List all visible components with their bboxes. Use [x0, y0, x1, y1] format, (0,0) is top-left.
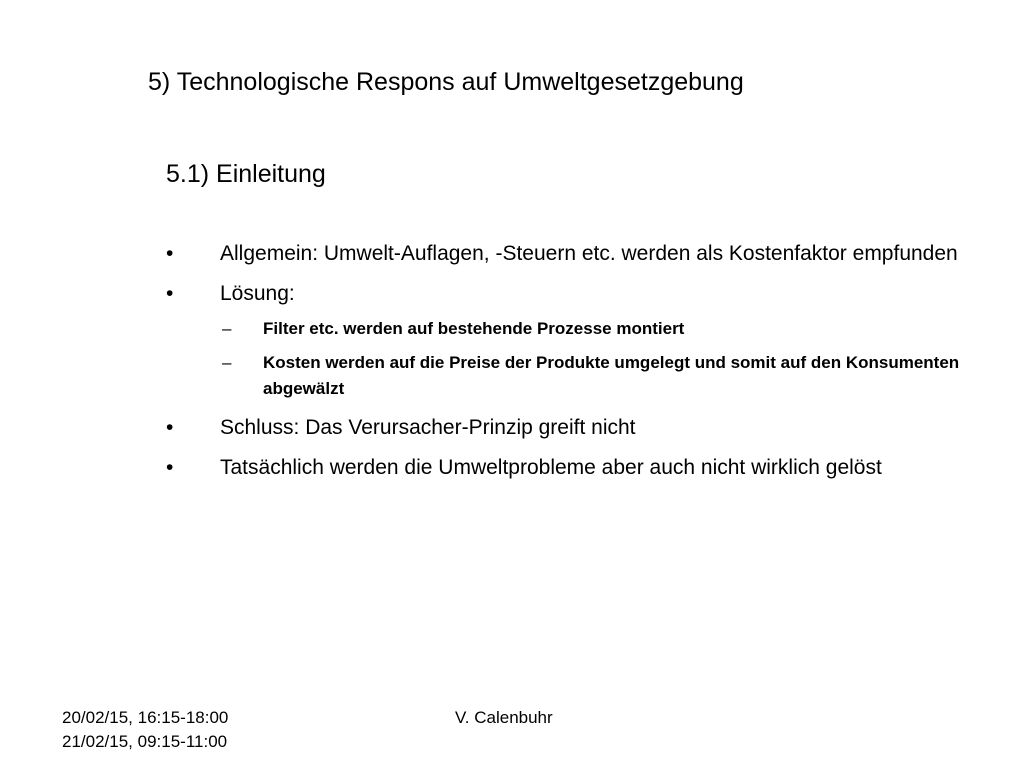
bullet-marker: •	[166, 416, 174, 439]
bullet-marker: •	[166, 242, 174, 265]
bullet-text: Schluss: Das Verursacher-Prinzip greift nicht	[220, 416, 636, 439]
sub-bullet-marker: –	[222, 319, 232, 338]
sub-bullet-text: Filter etc. werden auf bestehende Prozesse montiert	[263, 319, 685, 338]
bullet-item	[166, 414, 966, 442]
slide-title: 5) Technologische Respons auf Umweltgesetzgebung	[148, 68, 744, 96]
sub-bullet-item	[166, 350, 966, 402]
bullet-item	[166, 240, 966, 268]
bullet-text: Allgemein: Umwelt-Auflagen, -Steuern etc. werden als Kostenfaktor empfunden	[220, 242, 958, 265]
footer-date-line: 20/02/15, 16:15-18:00	[62, 708, 229, 727]
bullet-item	[166, 454, 966, 482]
sub-bullet-marker: –	[222, 353, 232, 372]
bullet-marker: •	[166, 456, 174, 479]
sub-bullet-group	[166, 316, 966, 402]
footer-author: V. Calenbuhr	[455, 708, 553, 727]
sub-bullet-text: Kosten werden auf die Preise der Produkte umgelegt und somit auf den Konsumenten abgewälzt	[263, 353, 960, 398]
bullet-list	[166, 240, 966, 494]
sub-bullet-item	[166, 316, 966, 342]
bullet-text: Tatsächlich werden die Umweltprobleme aber auch nicht wirklich gelöst	[220, 456, 882, 479]
section-heading: 5.1) Einleitung	[166, 160, 326, 188]
footer-date	[62, 706, 228, 754]
bullet-item	[166, 280, 966, 308]
footer-date-line: 21/02/15, 09:15-11:00	[62, 732, 228, 751]
sub-bullet-list	[166, 316, 966, 402]
bullet-marker: •	[166, 282, 174, 305]
bullet-text: Lösung:	[220, 282, 295, 305]
